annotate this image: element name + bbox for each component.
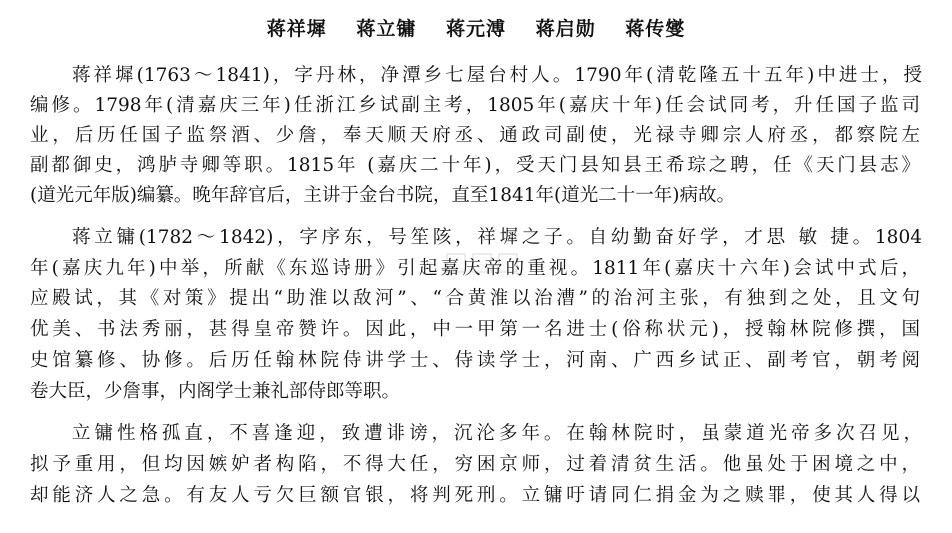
text-line: 应殿试，其《对策》提出“助淮以敌河”、“合黄淮以治漕”的治河主张，有独到之处，且文句	[30, 288, 920, 309]
text-line: 副都御史，鸿胪寺卿等职。1815年 (嘉庆二十年)，受天门县知县王希琮之聘，任《天门县志》	[30, 155, 920, 176]
title-name: 蒋启勋	[535, 18, 596, 40]
text-line: 拟予重用，但均因嫉妒者构陷，不得大任，穷困京师，过着清贫生活。他虽处于困境之中，	[30, 454, 920, 475]
text-line: 蒋立镛(1782～1842)，字序东，号笙陔，祥墀之子。自幼勤奋好学，才思 敏 捷。1804	[72, 227, 922, 248]
page-title	[0, 14, 952, 41]
text-line: 立镛性格孤直，不喜逢迎，致遭诽谤，沉沦多年。在翰林院时，虽蒙道光帝多次召见，	[72, 423, 922, 444]
text-line: 卷大臣，少詹事，内阁学士兼礼部侍郎等职。	[30, 381, 401, 402]
title-name: 蒋祥墀	[266, 18, 327, 40]
text-line: 年(嘉庆九年)中举，所献《东巡诗册》引起嘉庆帝的重视。1811年(嘉庆十六年)会试中式后，	[30, 258, 920, 279]
title-name: 蒋立镛	[356, 18, 417, 40]
text-line: 蒋祥墀(1763～1841)，字丹林，净潭乡七屋台村人。1790年(清乾隆五十五年)中进士，授	[72, 65, 922, 86]
scan-watermark	[445, 248, 520, 278]
title-name: 蒋元溥	[445, 18, 506, 40]
title-name: 蒋传燮	[625, 18, 686, 40]
text-line: 优美、书法秀丽，甚得皇帝赞许。因此，中一甲第一名进士(俗称状元)，授翰林院修撰，国	[30, 319, 920, 340]
text-line: 编修。1798年(清嘉庆三年)任浙江乡试副主考，1805年(嘉庆十年)任会试同考，升任国子监司	[30, 95, 920, 116]
text-line: 却能济人之急。有友人亏欠巨额官银，将判死刑。立镛吁请同仁捐金为之赎罪，使其人得以	[30, 485, 920, 506]
text-line: 业，后历任国子监祭酒、少詹，奉天顺天府丞、通政司副使，光禄寺卿宗人府丞，都察院左	[30, 125, 920, 146]
text-line: (道光元年版)编纂。晚年辞官后，主讲于金台书院，直至1841年(道光二十一年)病故。	[30, 185, 735, 206]
text-line: 史馆纂修、协修。后历任翰林院侍讲学士、侍读学士，河南、广西乡试正、副考官，朝考阅	[30, 350, 920, 371]
